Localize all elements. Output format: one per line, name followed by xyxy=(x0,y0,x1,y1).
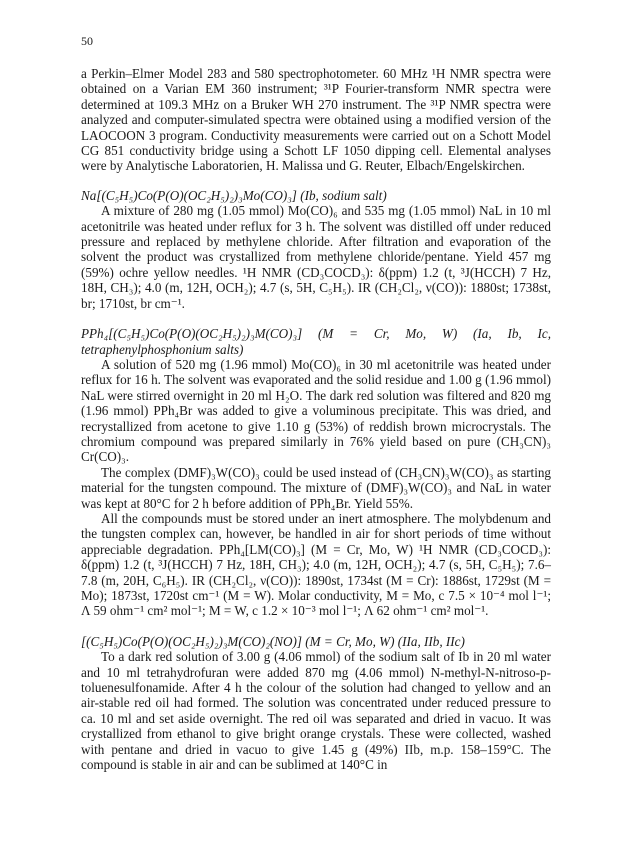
sodium-salt-paragraph: A mixture of 280 mg (1.05 mmol) Mo(CO)₆ and 535 mg (1.05 mmol) NaL in 10 ml acetonitrile was heated under reflux for 3 h. The solvent was distilled off under reduced pressure and replaced by methylene chloride. After filtration and evaporation of the solvent the product was crystallized from methylene chloride/pentane. Yield 457 mg (59%) ochre yellow needles. ¹H NMR (CD₃COCD₃): δ(ppm) 1.2 (t, ³J(HCCH) 7 Hz, 18H, CH₃); 4.0 (m, 12H, OCH₂); 4.7 (s, 5H, C₅H₅). IR (CH₂Cl₂, ν(CO)): 1880st; 1738st, br; 1710st, br cm⁻¹. xyxy=(81,203,551,311)
intro-paragraph: a Perkin–Elmer Model 283 and 580 spectrophotometer. 60 MHz ¹H NMR spectra were obtained on a Varian EM 360 instrument; ³¹P Fourier-transform NMR spectra were determined at 109.3 MHz on a Bruker WH 270 instrument. The ³¹P NMR spectra were analyzed and computer-simulated spectra were obtained using a modified version of the LAOCOON 3 program. Conductivity measurements were carried out on a Schott Model CG 851 conductivity bridge using a Schott LF 1050 dipping cell. Elemental analyses were by Analytische Laboratorien, H. Malissa und G. Reuter, Elbach/Engelskirchen. xyxy=(81,66,551,174)
section-heading-tetraphenylphosphonium-salts: PPh₄[(C₅H₅)Co(P(O)(OC₂H₅)₂)₃M(CO)₃] (M = Cr, Mo, W) (Ia, Ib, Ic, tetraphenylphosphonium salts) xyxy=(81,326,551,357)
page-number: 50 xyxy=(81,34,93,48)
storage-and-spectra-paragraph: All the compounds must be stored under an inert atmosphere. The molybdenum and the tungsten complex can, however, be handled in air for short periods of time without appreciable degradation. PPh₄[LM(CO)₃] (M = Cr, Mo, W) ¹H NMR (CD₃COCD₃): δ(ppm) 1.2 (t, ³J(HCCH) 7 Hz, 18H, CH₃); 4.0 (m, 12H, OCH₂); 4.7 (s, 5H, C₅H₅); 7.6–7.8 (m, 20H, C₆H₅). IR (CH₂Cl₂, ν(CO)): 1890st, 1734st (M = Cr): 1886st, 1729st (M = Mo); 1873st, 1720st cm⁻¹ (M = W). Molar conductivity, M = Mo, c 7.5 × 10⁻⁴ mol l⁻¹; Λ 59 ohm⁻¹ cm² mol⁻¹; M = W, c 1.2 × 10⁻³ mol l⁻¹; Λ 62 ohm⁻¹ cm² mol⁻¹. xyxy=(81,510,551,619)
section-heading-nitrosyl-complexes: [(C₅H₅)Co(P(O)(OC₂H₅)₂)₃M(CO)₂(NO)] (M = Cr, Mo, W) (IIa, IIb, IIc) xyxy=(81,633,465,649)
section-heading-sodium-salt: Na[(C₅H₅)Co(P(O)(OC₂H₅)₂)₃Mo(CO)₃] (Ib, sodium salt) xyxy=(81,187,387,203)
text-column xyxy=(81,66,551,772)
molybdenum-preparation-paragraph: A solution of 520 mg (1.96 mmol) Mo(CO)₆ in 30 ml acetonitrile was heated under reflux for 16 h. The solvent was evaporated and the solid residue and 1.00 g (1.96 mmol) NaL were stirred overnight in 20 ml H₂O. The dark red solution was filtered and 820 mg (1.96 mmol) PPh₄Br was added to give a voluminous precipitate. This was dried, and recrystallized from acetone to give 1.10 g (53%) of reddish brown microcrystals. The chromium compound was prepared similarly in 76% yield based on pure (CH₃CN)₃ Cr(CO)₃. xyxy=(81,356,551,465)
nitrosyl-preparation-paragraph: To a dark red solution of 3.00 g (4.06 mmol) of the sodium salt of Ib in 20 ml water and 10 ml tetrahydrofuran were added 870 mg (4.06 mmol) N-methyl-N-nitroso-p-toluenesulfonamide. After 4 h the colour of the solution had changed to yellow and an air-stable red oil had formed. The solution was concentrated under reduced pressure to ca. 10 ml and set aside overnight. The red oil was separated and dried in vacuo. It was crystallized from ethanol to give bright orange crystals. These were collected, washed with pentane and dried in vacuo to give 1.45 g (49%) IIb, m.p. 158–159°C. The compound is stable in air and can be sublimed at 140°C in xyxy=(81,649,551,773)
tungsten-preparation-paragraph: The complex (DMF)₃W(CO)₃ could be used instead of (CH₃CN)₃W(CO)₃ as starting material for the tungsten compound. The mixture of (DMF)₃W(CO)₃ and NaL in water was kept at 80°C for 2 h before addition of PPh₄Br. Yield 55%. xyxy=(81,464,551,511)
